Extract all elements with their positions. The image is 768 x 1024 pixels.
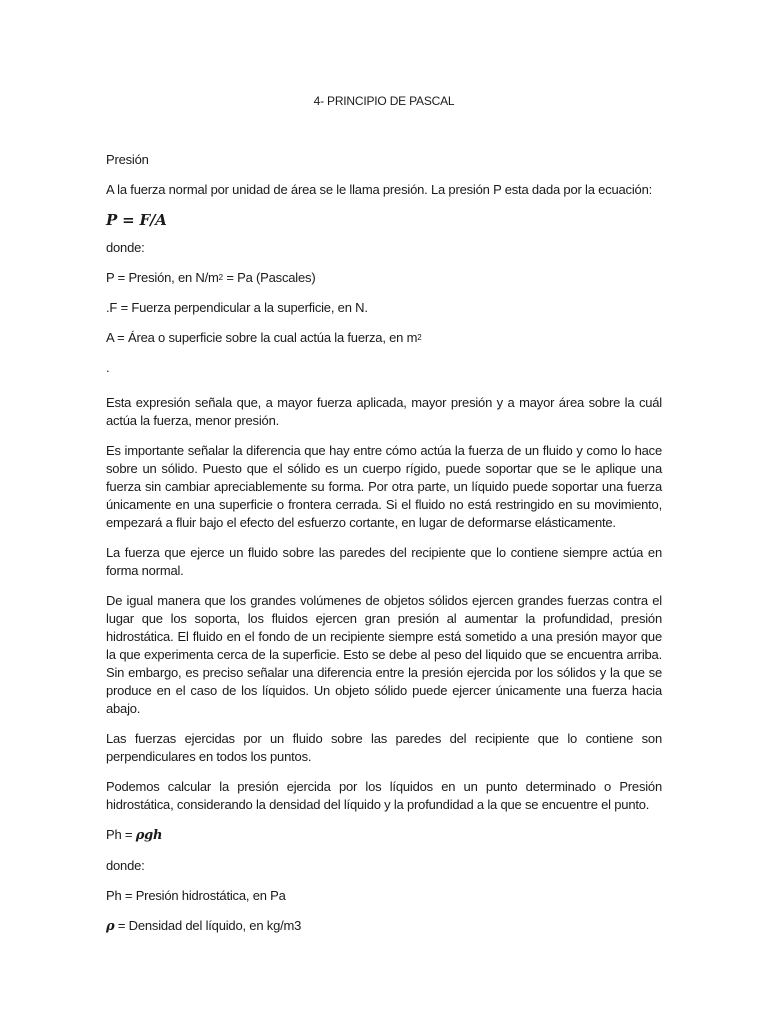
document-title: 4- PRINCIPIO DE PASCAL [313,94,455,108]
definition-density-text: = Densidad del líquido, en kg/m3 [114,918,302,933]
paragraph-4: De igual manera que los grandes volúmenes de objetos sólidos ejercen grandes fuerzas contra el lugar que los soporta, los fluidos ejercen gran presión al aumentar la profundidad, presión hidrostática. El fluido en el fondo de un recipiente siempre está sometido a una presión mayor que la que experimenta cerca de la superficie. Esto se debe al peso del liquido que se encuentra arriba. Sin embargo, es preciso señalar una diferencia entre la presión ejercida por los sólidos y la que se produce en el caso de los líquidos. Un objeto sólido puede ejercer únicamente una fuerza hacia abajo. [106,593,662,716]
pressure-formula: P = F/A [106,211,167,229]
paragraph-3: La fuerza que ejerce un fluido sobre las paredes del recipiente que lo contiene siempre actúa en forma normal. [106,545,662,578]
hydrostatic-formula-prefix: Ph = [106,827,136,842]
definition-area-text: A = Área o superficie sobre la cual actúa la fuerza, en m [106,330,418,345]
section-heading: Presión [106,152,149,167]
paragraph-5: Las fuerzas ejercidas por un fluido sobre las paredes del recipiente que lo contiene son perpendiculares en todos los puntos. [106,731,662,764]
intro-paragraph: A la fuerza normal por unidad de área se le llama presión. La presión P esta dada por la ecuación: [106,182,653,197]
paragraph-2: Es importante señalar la diferencia que hay entre cómo actúa la fuerza de un fluido y como lo hace sobre un sólido. Puesto que el sólido es un cuerpo rígido, puede soportar que se le aplique una fuerza sin cambiar apreciablemente su forma. Por otra parte, un líquido puede soportar una fuerza únicamente en una superficie o frontera cerrada. Si el fluido no está restringido en su movimiento, empezará a fluir bajo el efecto del esfuerzo cortante, en lugar de deformarse elásticamente. [106,443,662,530]
stray-dot: . [106,360,110,375]
definition-pressure [106,269,662,287]
density-symbol: ρ [106,919,115,934]
definition-force: .F = Fuerza perpendicular a la superficie, en N. [106,300,368,315]
definition-area-exponent: 2 [417,333,422,342]
definition-density [106,917,662,936]
definition-pressure-exponent: 2 [218,273,223,282]
paragraph-6: Podemos calcular la presión ejercida por los líquidos en un punto determinado o Presión hidrostática, considerando la densidad del líquido y la profundidad a la que se encuentre el punto. [106,779,662,812]
donde-label-2: donde: [106,858,145,873]
definition-pressure-prefix: P = Presión, en N/m [106,270,219,285]
hydrostatic-formula-math: ρgh [135,828,163,843]
document-body [106,92,662,948]
donde-label: donde: [106,240,145,255]
definition-hydrostatic-pressure: Ph = Presión hidrostática, en Pa [106,888,286,903]
definition-pressure-suffix: = Pa (Pascales) [222,270,316,285]
paragraph-1: Esta expresión señala que, a mayor fuerza aplicada, mayor presión y a mayor área sobre la cuál actúa la fuerza, menor presión. [106,395,662,428]
hydrostatic-formula [106,826,662,845]
definition-area [106,329,662,347]
